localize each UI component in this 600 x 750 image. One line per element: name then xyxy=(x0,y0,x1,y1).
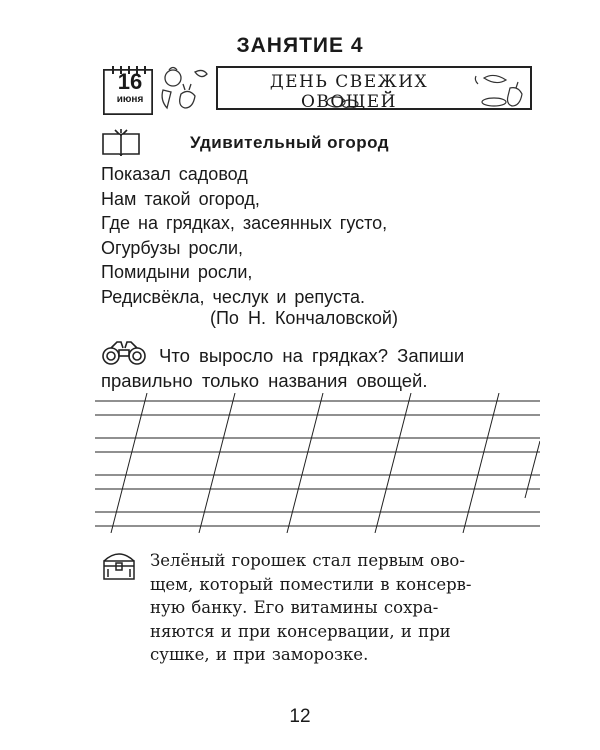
task-text: Что выросло на грядках? Запиши правильно только названия овощей. xyxy=(101,345,465,391)
poem-title: Удивительный огород xyxy=(190,133,390,152)
poem-line: Редисвёкла, чеслук и репуста. xyxy=(101,286,365,307)
poem-line: Показал садовод xyxy=(101,164,248,184)
fact-text xyxy=(150,549,532,667)
vegetables-icon xyxy=(155,60,215,116)
fact-line: Зелёный горошек стал первым ово- xyxy=(150,551,465,570)
page-number: 12 xyxy=(289,706,311,727)
poem-line: Помидыни росли, xyxy=(101,262,253,282)
poem-author: (По Н. Кончаловской) xyxy=(210,308,398,328)
lesson-title: ЗАНЯТИЕ 4 xyxy=(236,34,364,57)
fact-line: няются и при консервации, и при xyxy=(150,621,451,641)
fact-line: щем, который поместили в консерв- xyxy=(150,574,472,594)
banner-title: ДЕНЬ СВЕЖИХ ОВОЩЕЙ xyxy=(269,72,429,112)
handwriting-lines[interactable] xyxy=(95,393,540,533)
calendar-day: 16 xyxy=(117,69,143,94)
poem-line: Огурбузы росли, xyxy=(101,237,244,258)
poem-line: Нам такой огород, xyxy=(101,188,260,209)
poem-text xyxy=(101,162,387,309)
book-icon xyxy=(101,128,141,158)
fact-line: ную банку. Его витамины сохра- xyxy=(150,598,439,617)
fact-line: сушке, и при заморозке. xyxy=(150,645,369,664)
calendar-month: июня xyxy=(116,94,144,105)
treasure-chest-icon xyxy=(101,549,137,581)
poem-line: Где на грядках, засеянных густо, xyxy=(101,213,388,233)
